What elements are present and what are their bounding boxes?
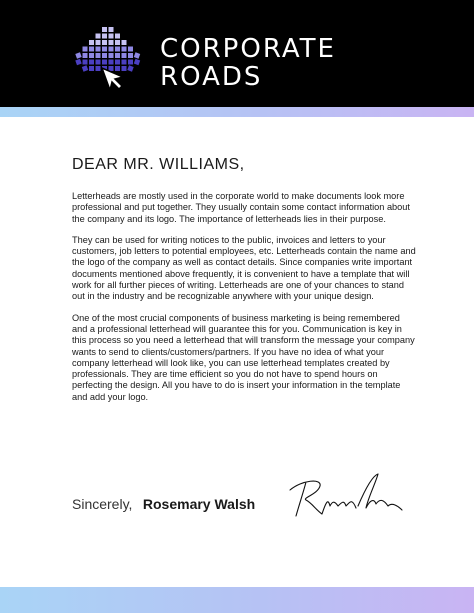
letter-body [72, 156, 417, 413]
handwritten-signature [282, 472, 407, 522]
closing-word: Sincerely, [72, 496, 133, 512]
paragraph-1: Letterheads are mostly used in the corporate world to make documents look more professional and put together. They usually contain some contact information about the company and its logo. The importance of letterheads lies in their purpose. [72, 191, 410, 224]
paragraph-2: They can be used for writing notices to the public, invoices and letters to your customers, job letters to potential employees, etc. Letterheads contain the name and the logo of the company as well as contact details. Since companies write important documents mentioned above frequently, it is convenient to have a template that will work for all further pieces of writing. Letterheads are one of your chances to stand out in the industry and be recognizable anywhere with your unique design. [72, 234, 416, 302]
closing [72, 496, 255, 514]
letterhead-header [0, 0, 474, 107]
pixel-cloud-cursor-icon [75, 26, 143, 94]
paragraph-3: One of the most crucial components of business marketing is being remembered and a professional letterhead will guarantee this for you. Communication is key in this process so you need a letterhead that will transform the message your company wants to send to clients/customers/partners. If you have no idea of what your company letterhead will look like, you can use letterhead templates created by professionals. They are time efficient so you do not have to spend hours on perfecting the design. All you have to do is insert your information in the template and add your logo. [72, 312, 415, 402]
salutation: DEAR MR. WILLIAMS, [72, 156, 245, 173]
signer-name: Rosemary Walsh [142, 496, 256, 512]
footer-gradient-stripe [0, 587, 474, 613]
company-name-line-2: ROADS [160, 62, 263, 92]
company-name [160, 35, 336, 91]
company-name-line-1: CORPORATE [160, 34, 336, 64]
header-gradient-stripe [0, 107, 474, 117]
